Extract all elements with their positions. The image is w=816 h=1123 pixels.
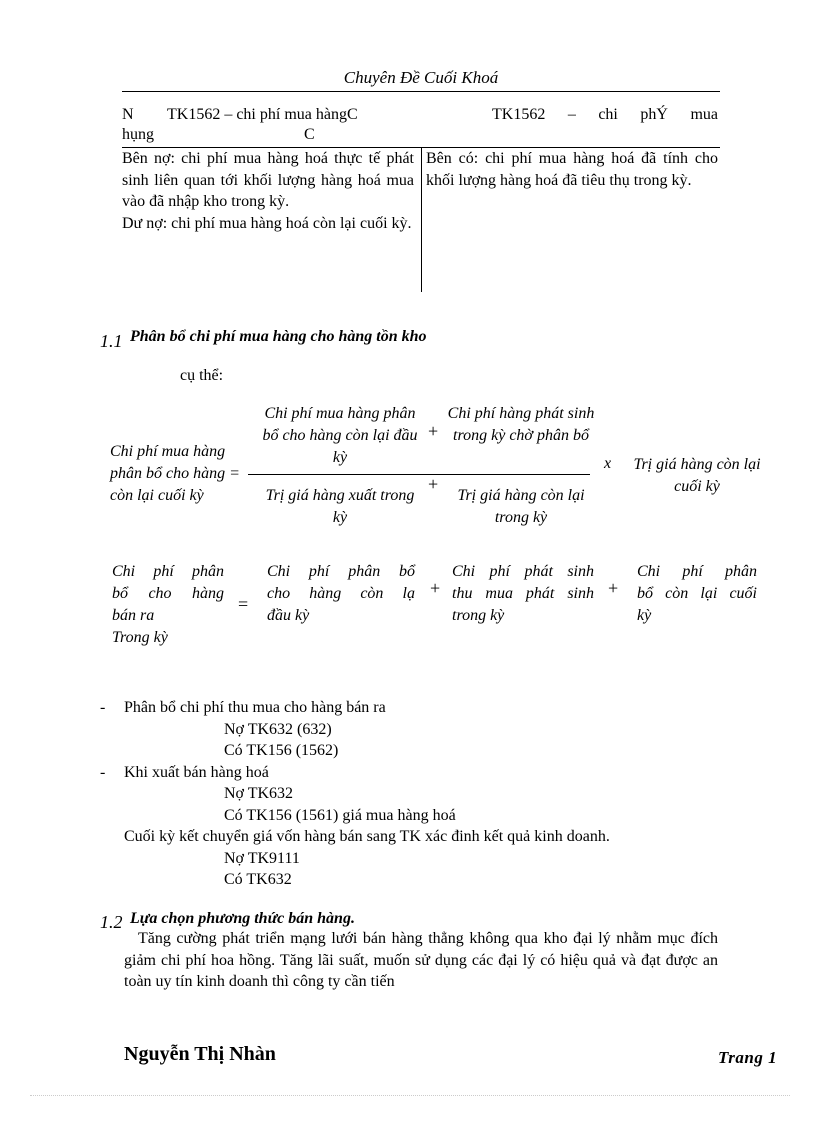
paragraph-text: Tăng cường phát triển mạng lưới bán hàng thẳng không qua kho đại lý nhằm mục đích giảm chi phí hoa hồng. Tăng lãi suất, muốn sử dụng các đại lý có hiệu quả và đạt được an toàn uy tín kinh doanh thì công ty cần tiến [124, 930, 718, 990]
section-heading: Phân bổ chi phí mua hàng cho hàng tồn kho [130, 328, 427, 345]
footer-author: Nguyễn Thị Nhàn [124, 1043, 276, 1065]
section-paragraph [124, 928, 718, 993]
t-account-debit-header [122, 105, 392, 145]
formula2-term-line: Chi phí phát sinh [452, 563, 594, 580]
entry-line [100, 805, 740, 827]
formula2-term-line: Chi phí phân bổ [267, 563, 415, 580]
credit-entry: Có TK632 [224, 871, 292, 888]
debit-balance-description: Dư nợ: chi phí mua hàng hoá còn lại cuối kỳ. [122, 214, 412, 232]
formula2-lhs-line: bán ra [112, 607, 155, 624]
formula2-plus-2: + [608, 578, 619, 598]
formula1-fraction-bar [248, 474, 590, 475]
formula2-lhs [112, 561, 224, 649]
t-account-credit-header [492, 105, 718, 125]
credit-entry: Có TK156 (1561) giá mua hàng hoá [224, 806, 456, 824]
t-account-credit-cell: Bên có: chi phí mua hàng hoá đã tính cho khối lượng hàng hoá đã tiêu thụ trong kỳ. [426, 150, 718, 189]
formula2-plus-1: + [430, 578, 441, 598]
debit-entry: Nợ TK632 [224, 785, 294, 802]
formula1-numerator-b: Chi phí hàng phát sinh trong kỳ chờ phân bổ [447, 405, 595, 444]
formula1-numerator-a: Chi phí mua hàng phân bổ cho hàng còn lại đầu kỳ [262, 405, 418, 466]
debit-entry: Nợ TK632 (632) [224, 720, 332, 738]
entry-line [100, 719, 740, 741]
formula2-term-line: đầu kỳ [267, 607, 310, 624]
formula2-term-line: thu mua phát sinh [452, 585, 594, 602]
credit-entry: Có TK156 (1562) [224, 742, 339, 759]
debit-side-letter-2: hụng [122, 126, 154, 143]
formula2-term-line: cho hàng còn lạ [267, 585, 415, 602]
formula2-term-c [637, 561, 757, 627]
closing-text: Cuối kỳ kết chuyển giá vốn hàng bán sang TK xác đinh kết quả kinh doanh. [124, 828, 610, 845]
section-number: 1.2 [100, 912, 123, 932]
page-header-title: Chuyên Đề Cuối Khoá [343, 68, 499, 87]
formula2-term-line: bổ còn lại cuối [637, 585, 757, 602]
formula2-term-line: Chi phí phân [637, 563, 757, 580]
debit-description: Bên nợ: chi phí mua hàng hoá thực tế phát sinh liên quan tới khối lượng hàng hoá mua vào đã nhập kho trong kỳ. [122, 150, 414, 210]
page-bottom-rule [30, 1095, 790, 1096]
debit-side-letter: N [122, 106, 134, 123]
debit-entry: Nợ TK9111 [224, 849, 300, 867]
formula1-plus-bottom: + [428, 474, 439, 494]
account-dash-right: – [567, 106, 576, 123]
entry-line [100, 848, 740, 870]
account-word-phi: phÝ [640, 106, 668, 123]
formula2-lhs-line: Trong kỳ [112, 629, 168, 646]
formula1-times: x [604, 455, 612, 472]
formula1-plus-top: + [428, 421, 439, 441]
entry-line [100, 740, 740, 762]
section-heading: Lựa chọn phương thức bán hàng. [130, 910, 355, 927]
journal-entries [100, 697, 740, 891]
t-account-debit-cell [122, 148, 414, 234]
list-item-text: Phân bổ chi phí thu mua cho hàng bán ra [124, 699, 386, 716]
formula2-term-line: trong kỳ [452, 607, 505, 624]
account-title-left: TK1562 – chi phí mua hàngC [167, 106, 358, 123]
list-item-text: Khi xuất bán hàng hoá [124, 763, 269, 781]
formula1-denominator-a: Trị giá hàng xuất trong kỳ [265, 487, 415, 526]
account-code-right: TK1562 [492, 106, 546, 123]
account-word-mua: mua [690, 106, 718, 123]
formula2-lhs-line: bổ cho hàng [112, 585, 224, 602]
list-item [100, 762, 740, 784]
formula2-term-b [452, 561, 594, 627]
formula1-rhs: Trị giá hàng còn lại cuối kỳ [633, 456, 761, 495]
credit-side-letter: C [304, 126, 315, 143]
formula2-lhs-line: Chi phí phân [112, 563, 224, 580]
formula1-lhs: Chi phí mua hàng phân bổ cho hàng = còn lại cuối kỳ [110, 443, 240, 504]
section-number: 1.1 [100, 331, 123, 351]
section-intro: cụ thể: [180, 367, 224, 384]
account-word-chi: chi [598, 106, 618, 123]
entry-line [100, 869, 740, 891]
formula2-term-a [267, 561, 415, 627]
bullet-dash: - [100, 699, 106, 716]
list-item [100, 697, 740, 719]
entry-line [100, 783, 740, 805]
t-account-vertical-rule [421, 147, 422, 292]
formula2-term-line: kỳ [637, 607, 652, 624]
formula2-equals: = [238, 594, 249, 614]
closing-line [100, 826, 740, 848]
header-divider [122, 91, 720, 92]
bullet-dash: - [100, 763, 106, 781]
formula1-denominator-b: Trị giá hàng còn lại trong kỳ [457, 487, 585, 526]
footer-page-label: Trang 1 [718, 1048, 778, 1067]
